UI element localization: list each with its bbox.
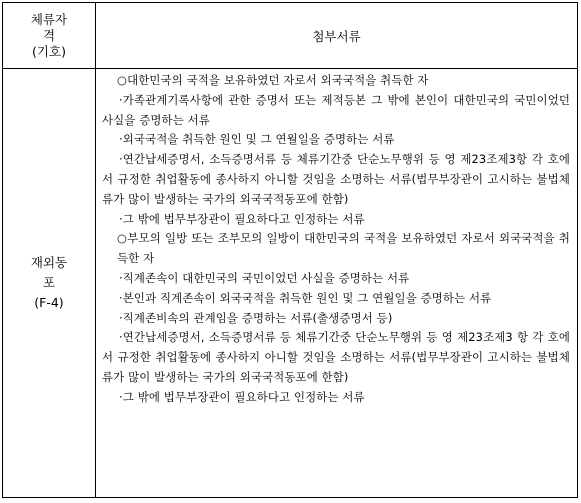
- status-cell-line: 포: [42, 275, 56, 290]
- status-cell: [3, 69, 96, 498]
- header-row: [3, 3, 578, 69]
- documents-column-header: 첨부서류: [96, 3, 578, 69]
- required-document: ·외국국적을 취득한 원인 및 그 연월일을 증명하는 서류: [119, 132, 395, 147]
- required-document: ·가족관계기록사항에 관한 증명서 또는 제적등본 그 밖에 본인이 대한민국의 국민이었던 사실을 증명하는 서류: [102, 92, 570, 127]
- status-header-line: 체류자: [30, 11, 68, 27]
- documents-cell: [96, 69, 578, 498]
- eligibility-item: ○대한민국의 국적을 보유하였던 자로서 외국국적을 취득한 자: [117, 73, 429, 87]
- required-document: ·직계존비속의 관계임을 증명하는 서류(출생증명서 등): [119, 310, 393, 325]
- status-header-line: (기호): [32, 43, 66, 59]
- required-document: ·본인과 직계존속이 외국국적을 취득한 원인 및 그 연월일을 증명하는 서류: [119, 290, 492, 305]
- status-column-header: [3, 3, 96, 69]
- required-document: ·연간납세증명서, 소득증명서류 등 체류기간중 단순노무행위 등 영 제23조제3 항 각 호에서 규정한 취업활동에 종사하지 아니할 것임을 소명하는 서류(법무부장관이 고시하는 불법체류가 많이 발생하는 국가의 외국국적동포에 한함): [102, 330, 570, 384]
- status-header-line: 격: [42, 27, 56, 43]
- status-cell-line: (F-4): [34, 295, 64, 310]
- required-document: ·그 밖에 법무부장관이 필요하다고 인정하는 서류: [119, 211, 365, 226]
- status-cell-line: 재외동: [30, 255, 68, 270]
- eligibility-item: ○부모의 일방 또는 조부모의 일방이 대한민국의 국적을 보유하였던 자로서 외국국적을 취득한 자: [117, 231, 570, 266]
- f4-row: [3, 69, 578, 498]
- required-document: ·직계존속이 대한민국의 국민이었던 사실을 증명하는 서류: [119, 270, 410, 285]
- required-document: ·그 밖에 법무부장관이 필요하다고 인정하는 서류: [119, 389, 365, 404]
- required-document: ·연간납세증명서, 소득증명서류 등 체류기간중 단순노무행위 등 영 제23조제3항 각 호에서 규정한 취업활동에 종사하지 아니할 것임을 소명하는 서류(법무부장관이 고시하는 불법체류가 많이 발생하는 국가의 외국국적동포에 한함): [102, 152, 570, 206]
- attachment-table: [2, 2, 578, 498]
